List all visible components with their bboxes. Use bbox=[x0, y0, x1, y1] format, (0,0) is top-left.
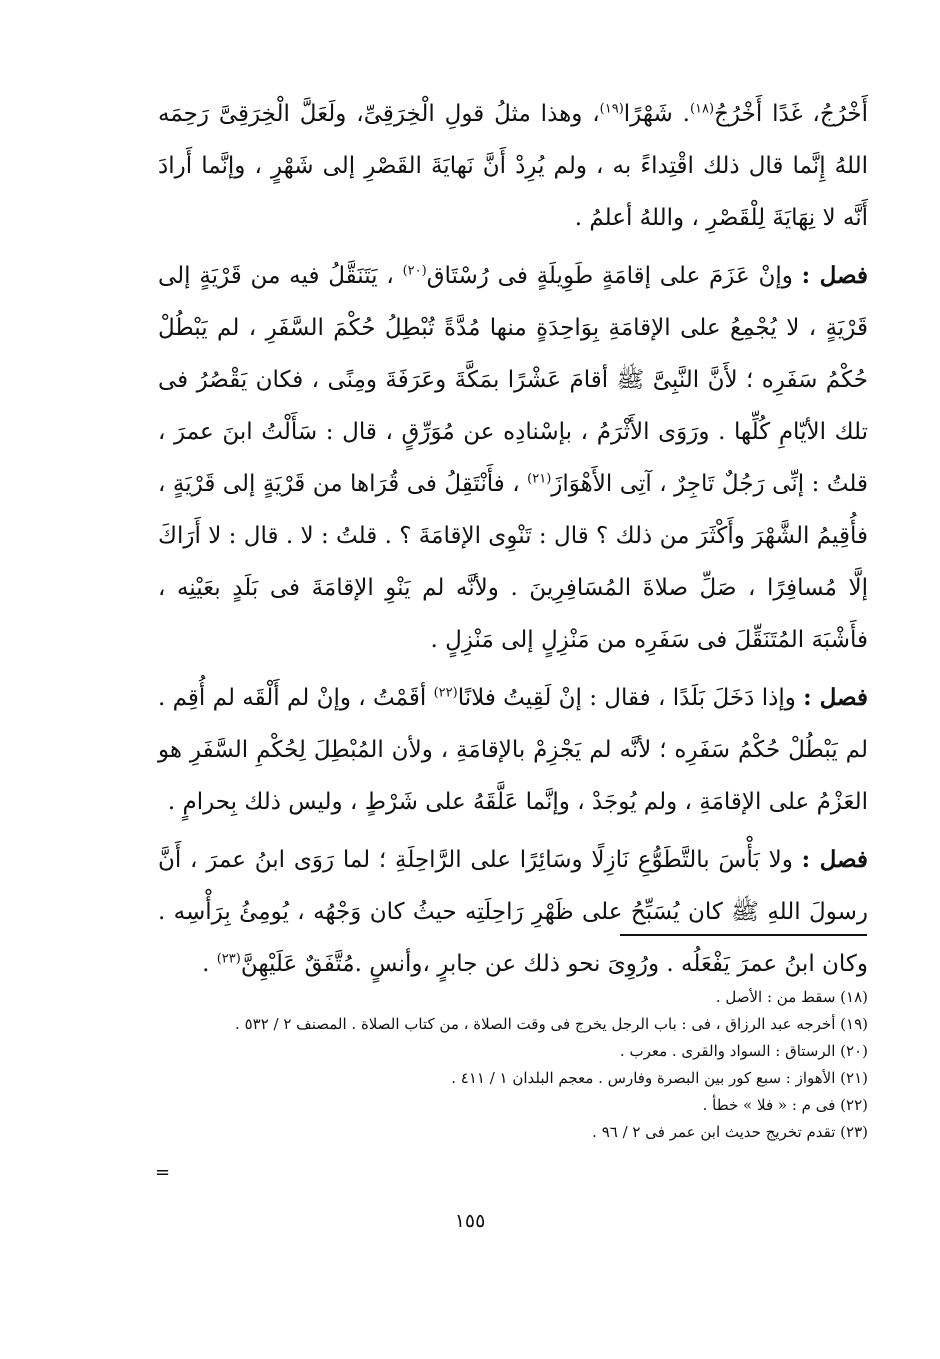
footnote: (٢٠) الرستاق : السواد والقرى . معرب . bbox=[619, 1042, 868, 1060]
paragraph bbox=[158, 250, 868, 666]
paragraph-text: . bbox=[202, 951, 217, 977]
paragraph-text: ، فأَنْتَقِلُ فى قُرَاها من قَرْيَةٍ إلى قَرْيَةٍ ، فأُقِيمُ الشَّهْرَ وأَكْثَرَ من ذلك ؟ قال : تَنْوِى الإقامَةَ ؟ . قلتُ : لا . قال : لا أَرَاكَ إلَّا مُسافِرًا ، صَلِّ صلاةَ المُسَافِرِينَ . ولأنَّه لم يَنْوِ الإقامَةَ فى بَلَدٍ بعَيْنِه ، فأَشْبَهَ المُتَنَقِّلَ فى سَفَرِه من مَنْزِلٍ إلى مَنْزِلٍ . bbox=[158, 471, 868, 653]
footnote-reference: (١٨) bbox=[689, 101, 715, 117]
footnote-reference: (٢٢) bbox=[433, 685, 458, 701]
footnote: (٢٣) تقدم تخريج حديث ابن عمر فى ٢ / ٩٦ . bbox=[592, 1123, 868, 1141]
main-text bbox=[158, 88, 868, 996]
paragraph bbox=[158, 672, 868, 828]
page-number: ١٥٥ bbox=[454, 1210, 486, 1232]
paragraph-text: ولا بَأْسَ بالتَّطَوُّعِ نَازِلًا وسَائِرًا على الرَّاحِلَةِ ؛ لما رَوَى ابنُ عمرَ ، أَنَّ رسولَ اللهِ ﷺ كان يُسَبِّحُ على ظَهْرِ رَاحِلَتِه حيثُ كان وَجْهُه ، يُومِئُ بِرَأْسِه . وكان ابنُ عمرَ يَفْعَلُه . ورُوِىَ نحو ذلك عن جابرٍ ،وأنسٍ .مُتَّفَقٌ عَلَيْهِنَّ bbox=[158, 847, 868, 977]
section-heading: فصل : bbox=[801, 846, 868, 873]
continuation-mark: = bbox=[155, 1162, 171, 1183]
footnote-reference: (٢٣) bbox=[216, 951, 241, 967]
footnote: (٢١) الأهواز : سبع كور بين البصرة وفارس . معجم البلدان ١ / ٤١١ . bbox=[451, 1069, 868, 1087]
paragraph-text: ، يَتَنَقَّلُ فيه من قَرْيَةٍ إلى قَرْيَةٍ ، لا يُجْمِعُ على الإقامَةِ بِوَاحِدَةٍ منها مُدَّةً تُبْطِلُ حُكْمَ السَّفَرِ ، لم يَبْطُلْ حُكْمُ سَفَرِه ؛ لأَنَّ النَّبِىَّ ﷺ أقامَ عَشْرًا بمَكَّةَ وعَرَفَةَ ومِنًى ، فكان يَقْصُرُ فى تلك الأيّامِ كُلِّها . ورَوَى الأَثْرَمُ ، بإسْنادِه عن مُوَرِّقٍ ، قال : سَأَلْتُ ابنَ عمرَ ، قلتُ : إنِّى رَجُلٌ تَاجِرٌ ، آتِى الأَهْوَازَ bbox=[158, 263, 868, 497]
footnote-reference: (٢٠) bbox=[402, 263, 427, 279]
footnote-reference: (١٩) bbox=[599, 101, 624, 117]
paragraph bbox=[158, 834, 868, 990]
footnote: (٢٢) فى م : « فلا » خطأ . bbox=[702, 1096, 868, 1114]
paragraph-text: وإنْ عَزَمَ على إقامَةٍ طَوِيلَةٍ فى رُسْتَاق bbox=[426, 263, 802, 289]
section-heading: فصل : bbox=[803, 684, 869, 711]
paragraph-text: أَخْرُجُ، غَدًا أَخْرُجُ bbox=[714, 101, 869, 127]
paragraph-text: وإذا دَخَلَ بَلَدًا ، فقال : إنْ لَقِيتُ فلانًا bbox=[457, 685, 804, 711]
section-heading: فصل : bbox=[801, 262, 868, 289]
paragraph-text: أقَمْتُ ، وإنْ لم أَلْقَه لم أُقِم . لم يَبْطُلْ حُكْمُ سَفَرِه ؛ لأنَّه لم يَجْزِمْ بالإقامَةِ ، ولأن المُبْطِلَ لِحُكْمِ السَّفَرِ هو العَزْمُ على الإقامَةِ ، ولم يُوجَدْ ، وإنَّما عَلَّقَهُ على شَرْطٍ ، وليس ذلك بِحرامٍ . bbox=[158, 685, 868, 815]
footnote: (١٨) سقط من : الأصل . bbox=[715, 988, 868, 1006]
paragraph-text: . شَهْرًا bbox=[623, 101, 690, 127]
footnote-separator bbox=[620, 934, 867, 936]
footnote: (١٩) أخرجه عبد الرزاق ، فى : باب الرجل يخرج فى وقت الصلاة ، من كتاب الصلاة . المصنف ٢ / ٥٣٢ . bbox=[235, 1015, 868, 1033]
paragraph bbox=[158, 88, 868, 244]
paragraph-text: ، وهذا مثلُ قولِ الْخِرَقِىِّ، ولَعَلَّ الْخِرَقِىَّ رَحِمَه اللهُ إِنَّما قال ذلك اقْتِداءً به ، ولم يُرِدْ أَنَّ نَهايَةَ القَصْرِ إلى شَهْرٍ ، وإنَّما أَرادَ أَنَّه لا نِهَايَةَ لِلْقَصْرِ ، واللهُ أعلمُ . bbox=[158, 101, 868, 231]
footnote-reference: (٢١) bbox=[527, 471, 552, 487]
footnotes bbox=[158, 984, 868, 1146]
